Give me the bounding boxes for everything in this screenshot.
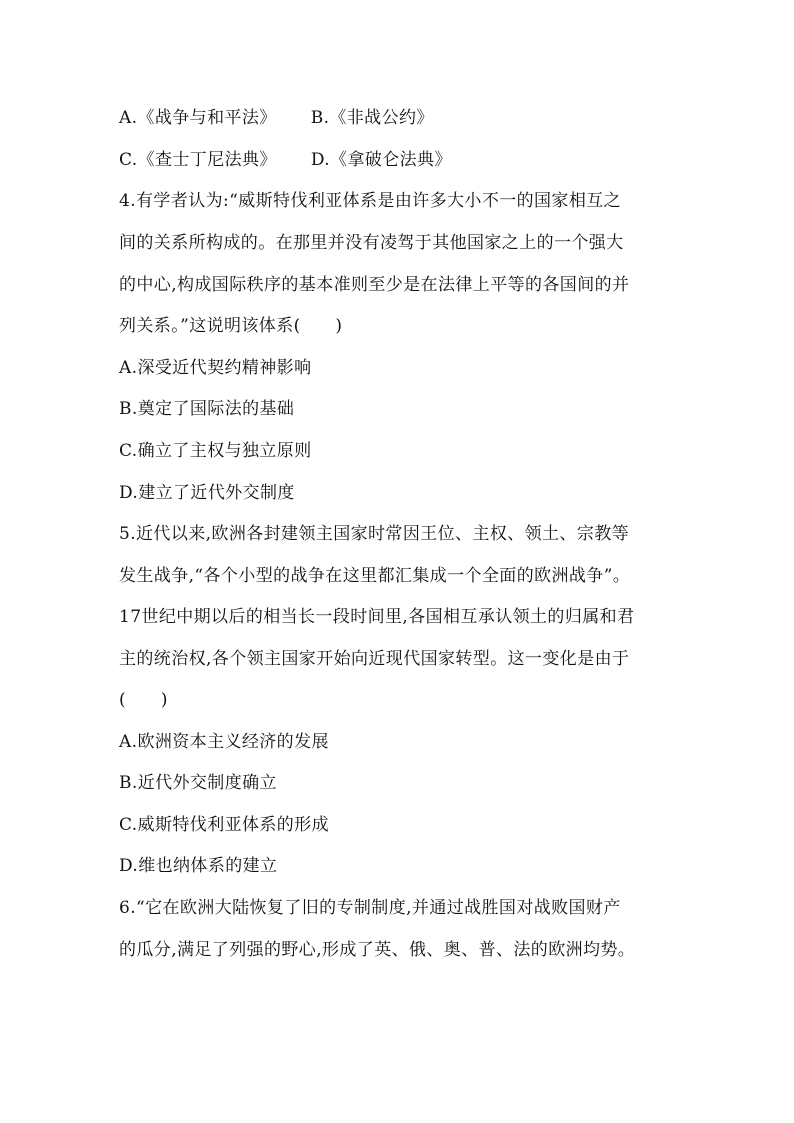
q5-stem-line: 5.近代以来,欧洲各封建领主国家时常因王位、主权、领土、宗教等	[119, 524, 630, 544]
q3-option-c: C.《查士丁尼法典》	[119, 150, 277, 170]
q6-stem-line: 6.“它在欧洲大陆恢复了旧的专制制度,并通过战胜国对战败国财产	[119, 898, 621, 918]
q4-option-b: B.奠定了国际法的基础	[119, 399, 295, 419]
q3-option-a: A.《战争与和平法》	[119, 108, 277, 128]
q5-option-b: B.近代外交制度确立	[119, 773, 277, 793]
q4-option-c: C.确立了主权与独立原则	[119, 441, 312, 461]
q6-stem-line: 的瓜分,满足了列强的野心,形成了英、俄、奥、普、法的欧洲均势。	[119, 940, 636, 960]
q3-option-b: B.《非战公约》	[310, 108, 434, 128]
q4-option-a: A.深受近代契约精神影响	[119, 358, 312, 378]
q5-answer-blank: ( )	[119, 690, 168, 710]
q4-stem-line: 列关系。”这说明该体系( )	[119, 316, 343, 336]
q5-option-c: C.威斯特伐利亚体系的形成	[119, 815, 330, 835]
q5-stem-line: 17世纪中期以后的相当长一段时间里,各国相互承认领土的归属和君	[119, 607, 635, 627]
q3-options-row-2	[119, 148, 452, 172]
q4-stem-line: 4.有学者认为:“威斯特伐利亚体系是由许多大小不一的国家相互之	[119, 191, 622, 211]
q5-stem-line: 主的统治权,各个领主国家开始向近现代国家转型。这一变化是由于	[119, 649, 630, 669]
q4-stem-line: 的中心,构成国际秩序的基本准则至少是在法律上平等的各国间的并	[119, 275, 630, 295]
q5-stem-line: 发生战争,“各个小型的战争在这里都汇集成一个全面的欧洲战争”。	[119, 566, 631, 586]
q4-option-d: D.建立了近代外交制度	[119, 483, 295, 503]
q4-stem-line: 间的关系所构成的。在那里并没有凌驾于其他国家之上的一个强大	[119, 233, 624, 253]
q5-option-a: A.欧洲资本主义经济的发展	[119, 732, 329, 752]
q5-option-d: D.维也纳体系的建立	[119, 856, 278, 876]
q3-options-row-1	[119, 106, 434, 130]
q3-option-d: D.《拿破仑法典》	[310, 150, 452, 170]
